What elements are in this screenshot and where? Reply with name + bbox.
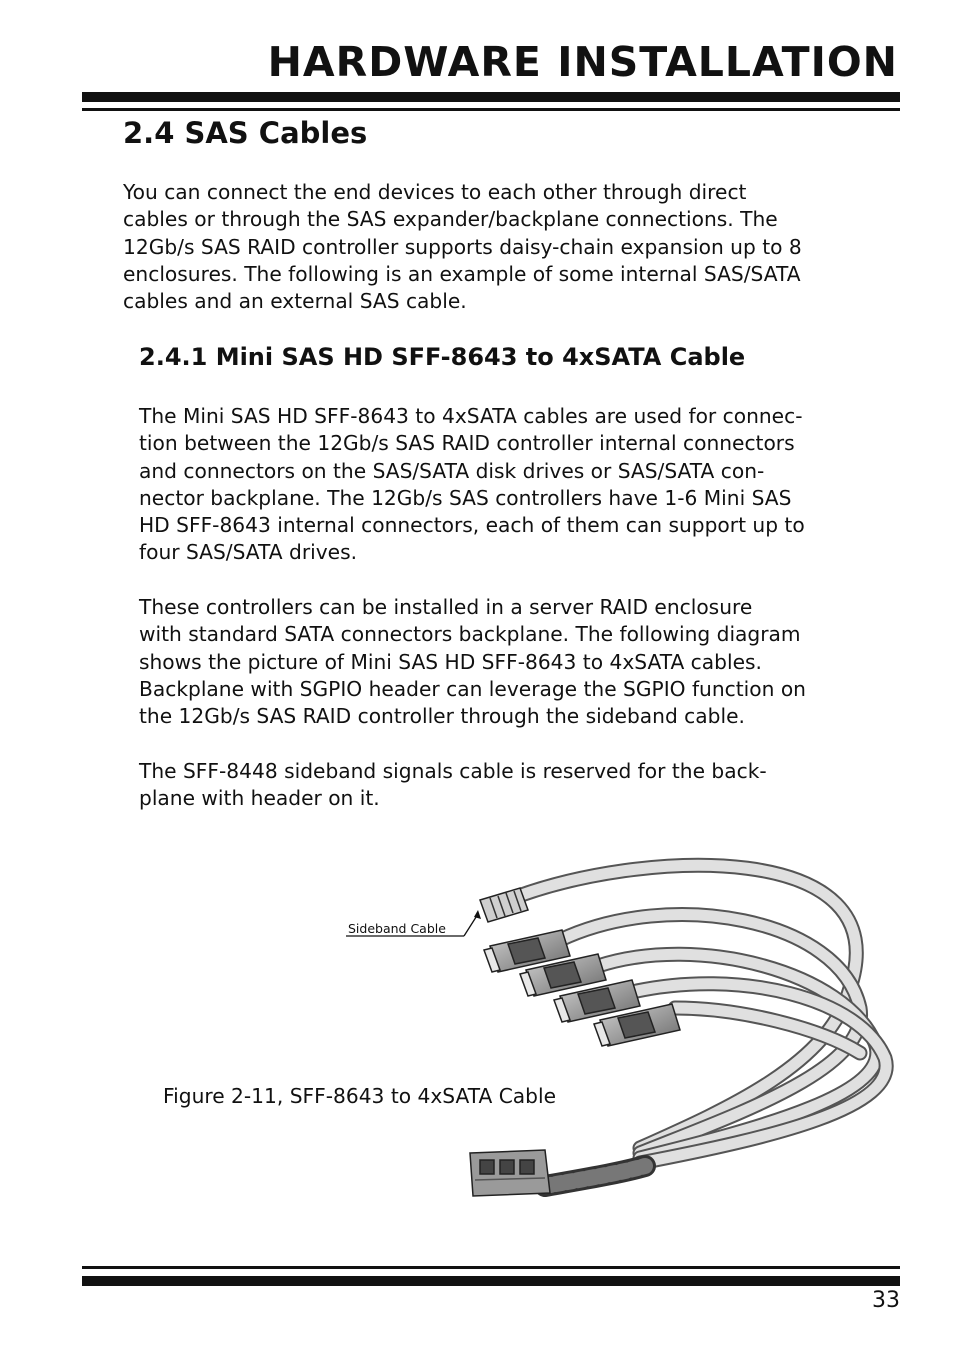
- subsection-paragraph-1: The Mini SAS HD SFF-8643 to 4xSATA cables are used for connec- tion between the 12Gb/s SAS RAID controller internal connectors and connectors on the SAS/SATA disk drives or SAS/SATA con- nector backplane. The 12Gb/s SAS controllers have 1-6 Mini SAS HD SFF-8643 internal connectors, each of them can support up to four SAS/SATA drives.: [139, 404, 805, 565]
- subsection-paragraph-3: The SFF-8448 sideband signals cable is reserved for the back- plane with header on it.: [139, 759, 767, 811]
- section-heading: 2.4 SAS Cables: [123, 116, 368, 150]
- figure-caption: Figure 2-11, SFF-8643 to 4xSATA Cable: [163, 1084, 557, 1108]
- section-intro-paragraph: You can connect the end devices to each other through direct cables or through the SAS expander/backplane connections. The 12Gb/s SAS RAID controller supports daisy-chain expansion up to 8 enclosures. The following is an example of some internal SAS/SATA cables and an external SAS cable.: [123, 180, 802, 314]
- footer-rule-thin: [82, 1266, 900, 1269]
- subsection-heading: 2.4.1 Mini SAS HD SFF-8643 to 4xSATA Cable: [139, 343, 746, 371]
- footer-rule-thick: [82, 1276, 900, 1286]
- sideband-callout: [346, 910, 481, 936]
- sff-8643-to-4xsata-cable-illustration: [340, 848, 900, 1208]
- page-number: 33: [872, 1288, 900, 1313]
- header-rule-thin: [82, 108, 900, 111]
- mini-sas-hd-sff-8643-connector: [470, 1150, 550, 1196]
- sideband-connector: [480, 888, 528, 922]
- sideband-cable-label: Sideband Cable: [348, 921, 446, 936]
- header-rule-thick: [82, 92, 900, 102]
- subsection-paragraph-2: These controllers can be installed in a server RAID enclosure with standard SATA connectors backplane. The following diagram shows the picture of Mini SAS HD SFF-8643 to 4xSATA cables. Backplane with SGPIO header can leverage the SGPIO function on the 12Gb/s SAS RAID controller through the sideband cable.: [139, 595, 806, 729]
- page-header-title: HARDWARE INSTALLATION: [267, 38, 898, 86]
